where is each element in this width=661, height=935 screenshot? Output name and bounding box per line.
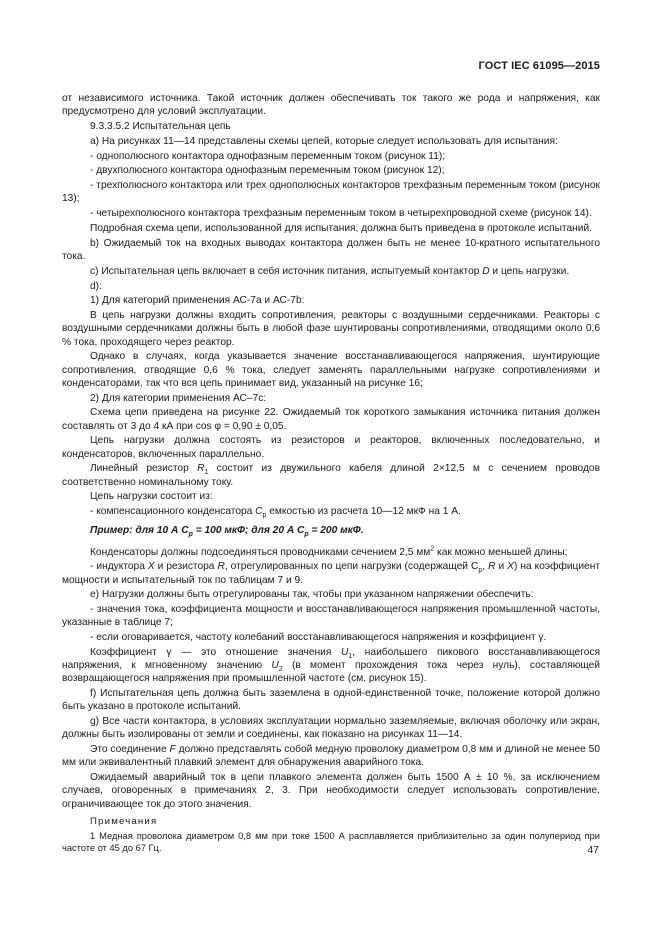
text: , [482, 561, 489, 573]
text: Конденсаторы должны подсоединяться проводниками сечением 2,5 мм [90, 546, 431, 558]
subscript: p [188, 531, 193, 539]
paragraph: 2) Для категории применения АС–7с: [90, 392, 267, 404]
subscript: 1 [204, 469, 209, 477]
paragraph: Цепь нагрузки должна состоять из резисторов и реакторов, включенных последовательно, и конденсаторов, включенных параллельно. [62, 435, 600, 460]
list-item [62, 560, 600, 586]
text: с) Испытательная цепь включает в себя источник питания, испытуемый контактор [90, 265, 483, 277]
list-item: - значения тока, коэффициента мощности и восстанавливающегося напряжения промышленной частоты, указанные в таблице 7; [62, 604, 600, 629]
symbol: R [217, 561, 225, 573]
subscript: p [304, 531, 309, 539]
paragraph [62, 406, 600, 432]
text: емкостью из расчета 10—12 мкФ на 1 А. [266, 506, 461, 518]
subscript: p [262, 512, 267, 520]
text: Линейный резистор [90, 463, 198, 475]
paragraph: от независимого источника. Такой источник должен обеспечивать ток такого же рода и напряжения, как предусмотрено для условий эксплуатации. [62, 93, 600, 118]
text: (в момент прохождения тока через нуль), составляющей возвращающегося напряжения при промышленной частоте (см. рисунок 15). [62, 660, 600, 685]
text: ) на коэффициент мощности и испытательный ток по таблицам 7 и 9. [62, 561, 601, 586]
text: как можно меньшей длины; [434, 546, 568, 558]
text: = 0,90 ± 0,05. [221, 420, 287, 432]
paragraph: Ожидаемый аварийный ток в цепи плавкого элемента должен быть 1500 А ± 10 %, за исключением случаев, оговоренных в примечаниях 2, 3. При необходимости следует использовать сопротивление, ограничивающее ток до этого значения. [62, 772, 600, 810]
list-item: - трехполюсного контактора или трех однополюсных контакторов трехфазным переменным током (рисунок 13); [62, 180, 600, 205]
symbol: R [197, 463, 205, 475]
subscript: p [478, 567, 483, 575]
symbol: R [488, 561, 496, 573]
text: , отрегулированных по цепи нагрузки (содержащей C [224, 561, 479, 573]
list-item: - если оговаривается, частоту колебаний восстанавливающегося напряжения и коэффициент γ. [90, 632, 547, 644]
symbol: U [341, 646, 349, 658]
text: и резистора [154, 561, 218, 573]
text: Это соединение [90, 744, 170, 756]
symbol: C [255, 506, 263, 518]
list-item: - однополюсного контактора однофазным переменным током (рисунок 11); [90, 150, 446, 162]
paragraph [62, 265, 600, 278]
text: должно представлять собой медную проволоку диаметром 0,8 мм и длиной не менее 50 мм или эквивалентный плавкий элемент для обнаружения аварийного тока. [62, 744, 600, 769]
note-item: 1 Медная проволока диаметром 0,8 мм при токе 1500 А расплавляется приблизительно за один полупериод при частоте от 45 до 67 Гц. [62, 830, 600, 853]
symbol: X [147, 561, 155, 573]
symbol: U [271, 660, 279, 672]
paragraph [62, 646, 600, 686]
paragraph: Цепь нагрузки состоит из: [90, 491, 213, 503]
subscript: 1 [348, 653, 353, 660]
symbol: F [169, 744, 176, 756]
text: - индуктора [90, 561, 148, 573]
text: = 100 мкФ; для 20 А C [192, 525, 305, 537]
text: и цепь нагрузки. [489, 265, 570, 277]
page-body [62, 92, 600, 856]
paragraph: Подробная схема цепи, использованной для испытания, должна быть приведена в протоколе испытаний. [90, 222, 592, 234]
paragraph: 1) Для категорий применения АС-7а и АС-7b: [90, 295, 305, 307]
paragraph: g) Все части контактора, в условиях эксплуатации нормально заземляемые, включая оболочку или экран, должны быть изолированы от земли и соединены, как показано на рисунках 11—14. [62, 716, 600, 741]
paragraph [62, 743, 600, 769]
text: - компенсационного конденсатора [90, 506, 256, 518]
paragraph: b) Ожидаемый ток на входных выводах контактора должен быть не менее 10-кратного испытательного тока. [62, 237, 600, 262]
text: Коэффициент γ — это отношение значения [90, 646, 342, 658]
subscript: 2 [278, 666, 283, 674]
paragraph: а) На рисунках 11—14 представлены схемы цепей, которые следует использовать для испытания: [90, 135, 558, 147]
text: Схема цепи приведена на рисунке 22. Ожидаемый ток короткого замыкания источника питания должен составлять от 3 до 4 кА при cos [62, 407, 600, 432]
paragraph [62, 546, 600, 559]
page-number: 47 [587, 844, 599, 856]
symbol: D [482, 265, 490, 277]
text: , наибольшего пикового восстанавливающегося напряжения, к мгновенному значению [62, 646, 600, 672]
text: = 200 мкФ. [308, 525, 364, 537]
paragraph: f) Испытательная цепь должна быть заземлена в одной-единственной точке, положение которой должно быть указано в протоколе испытаний. [62, 688, 600, 713]
paragraph [62, 462, 600, 488]
paragraph: d): [90, 280, 102, 292]
text: состоит из двужильного кабеля длиной 2×12,5 м с сечением проводов соответственно номинальному току. [62, 463, 600, 488]
symbol: φ [214, 420, 222, 432]
example [62, 524, 600, 537]
list-item [62, 505, 600, 518]
section-heading: 9.3.3.5.2 Испытательная цепь [90, 121, 231, 132]
text: Пример: для 10 А C [90, 525, 189, 537]
list-item: - двухполюсного контактора однофазным переменным током (рисунок 12); [90, 165, 445, 177]
paragraph: В цепь нагрузки должны входить сопротивления, реакторы с воздушными сердечниками. Реакторы с воздушными сердечниками должны быть в любой фазе шунтированы сопротивлениями, отводящими около 0,6 % тока, проходящего через реактор. [62, 310, 600, 348]
symbol: X [507, 561, 514, 573]
list-item: - четырехполюсного контактора трехфазным переменным током в четырехпроводной схеме (рисунок 14). [90, 208, 592, 220]
paragraph: е) Нагрузки должны быть отрегулированы так, чтобы при указанном напряжении обеспечить: [90, 589, 534, 601]
paragraph: Однако в случаях, когда указывается значение восстанавливающегося напряжения, шунтирующие сопротивления, отводящие 0,6 % тока, следует заменять параллельными нагрузке сопротивлениями и конденсаторами, так что вся цепь принимает вид, указанный на рисунке 16; [62, 351, 600, 389]
notes-title: Примечания [90, 815, 158, 827]
document-code: ГОСТ IEC 61095—2015 [478, 60, 600, 72]
text: и [495, 561, 508, 573]
superscript: 2 [430, 545, 435, 553]
